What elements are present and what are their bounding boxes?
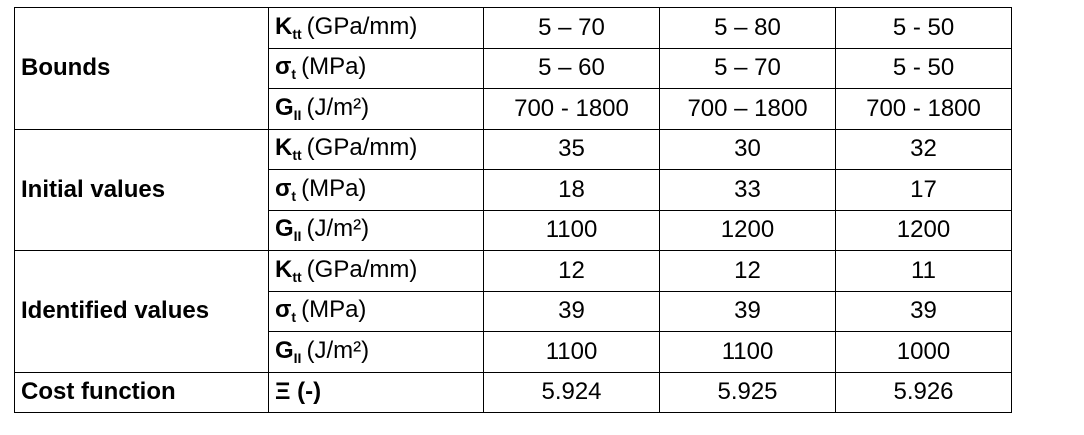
parameter-subscript: II xyxy=(293,349,302,366)
value-cell: 700 - 1800 xyxy=(836,89,1012,130)
value-cell: 5 – 70 xyxy=(484,8,660,49)
parameter-cell xyxy=(269,89,484,130)
table-row xyxy=(15,8,1012,49)
parameter-subscript: t xyxy=(291,187,297,204)
value-cell: 32 xyxy=(836,129,1012,170)
parameter-symbol: σ xyxy=(275,174,292,202)
table-body xyxy=(15,8,1012,413)
value-cell: 1200 xyxy=(660,210,836,251)
table-row xyxy=(15,372,1012,413)
parameter-cell xyxy=(269,129,484,170)
parameter-subscript: t xyxy=(291,66,297,83)
parameter-subscript: II xyxy=(293,228,302,245)
cost-function-label: Cost function xyxy=(15,372,269,413)
parameter-subscript: tt xyxy=(292,147,302,164)
value-cell: 1100 xyxy=(660,332,836,373)
parameter-unit: (GPa/mm) xyxy=(306,255,418,283)
parameter-unit: (MPa) xyxy=(301,174,367,202)
parameter-symbol: K xyxy=(275,255,293,283)
parameter-unit: (GPa/mm) xyxy=(306,12,418,40)
parameter-cell xyxy=(269,291,484,332)
value-cell: 35 xyxy=(484,129,660,170)
value-cell: 700 - 1800 xyxy=(484,89,660,130)
value-cell: 18 xyxy=(484,170,660,211)
value-cell: 30 xyxy=(660,129,836,170)
value-cell: 39 xyxy=(484,291,660,332)
value-cell: 1000 xyxy=(836,332,1012,373)
value-cell: 5 – 70 xyxy=(660,48,836,89)
value-cell: 5.924 xyxy=(484,372,660,413)
value-cell: 39 xyxy=(660,291,836,332)
value-cell: 39 xyxy=(836,291,1012,332)
group-label: Bounds xyxy=(15,8,269,130)
parameter-symbol: G xyxy=(275,93,294,121)
value-cell: 1200 xyxy=(836,210,1012,251)
parameter-subscript: tt xyxy=(292,25,302,42)
parameter-symbol: σ xyxy=(275,53,292,81)
parameter-symbol: G xyxy=(275,215,294,243)
cost-function-symbol: Ξ (-) xyxy=(269,372,484,413)
parameter-unit: (J/m²) xyxy=(306,215,370,243)
value-cell: 33 xyxy=(660,170,836,211)
value-cell: 700 – 1800 xyxy=(660,89,836,130)
group-label: Identified values xyxy=(15,251,269,373)
parameter-subscript: tt xyxy=(292,268,302,285)
table-row xyxy=(15,251,1012,292)
parameter-unit: (J/m²) xyxy=(306,93,370,121)
value-cell: 1100 xyxy=(484,332,660,373)
parameter-cell xyxy=(269,251,484,292)
parameter-unit: (MPa) xyxy=(301,53,367,81)
parameter-symbol: G xyxy=(275,336,294,364)
value-cell: 12 xyxy=(484,251,660,292)
value-cell: 5.926 xyxy=(836,372,1012,413)
value-cell: 5.925 xyxy=(660,372,836,413)
parameter-table xyxy=(14,7,1012,413)
value-cell: 5 – 60 xyxy=(484,48,660,89)
parameter-subscript: II xyxy=(293,106,302,123)
parameter-symbol: K xyxy=(275,12,293,40)
parameter-cell xyxy=(269,8,484,49)
parameter-unit: (J/m²) xyxy=(306,336,370,364)
value-cell: 12 xyxy=(660,251,836,292)
parameter-cell xyxy=(269,210,484,251)
value-cell: 11 xyxy=(836,251,1012,292)
group-label: Initial values xyxy=(15,129,269,251)
parameter-unit: (GPa/mm) xyxy=(306,134,418,162)
parameter-symbol: K xyxy=(275,134,293,162)
value-cell: 5 - 50 xyxy=(836,48,1012,89)
value-cell: 1100 xyxy=(484,210,660,251)
value-cell: 17 xyxy=(836,170,1012,211)
value-cell: 5 - 50 xyxy=(836,8,1012,49)
parameter-cell xyxy=(269,332,484,373)
parameter-unit: (MPa) xyxy=(301,296,367,324)
parameter-symbol: σ xyxy=(275,296,292,324)
value-cell: 5 – 80 xyxy=(660,8,836,49)
table-row xyxy=(15,129,1012,170)
parameter-cell xyxy=(269,48,484,89)
parameter-subscript: t xyxy=(291,309,297,326)
parameter-cell xyxy=(269,170,484,211)
